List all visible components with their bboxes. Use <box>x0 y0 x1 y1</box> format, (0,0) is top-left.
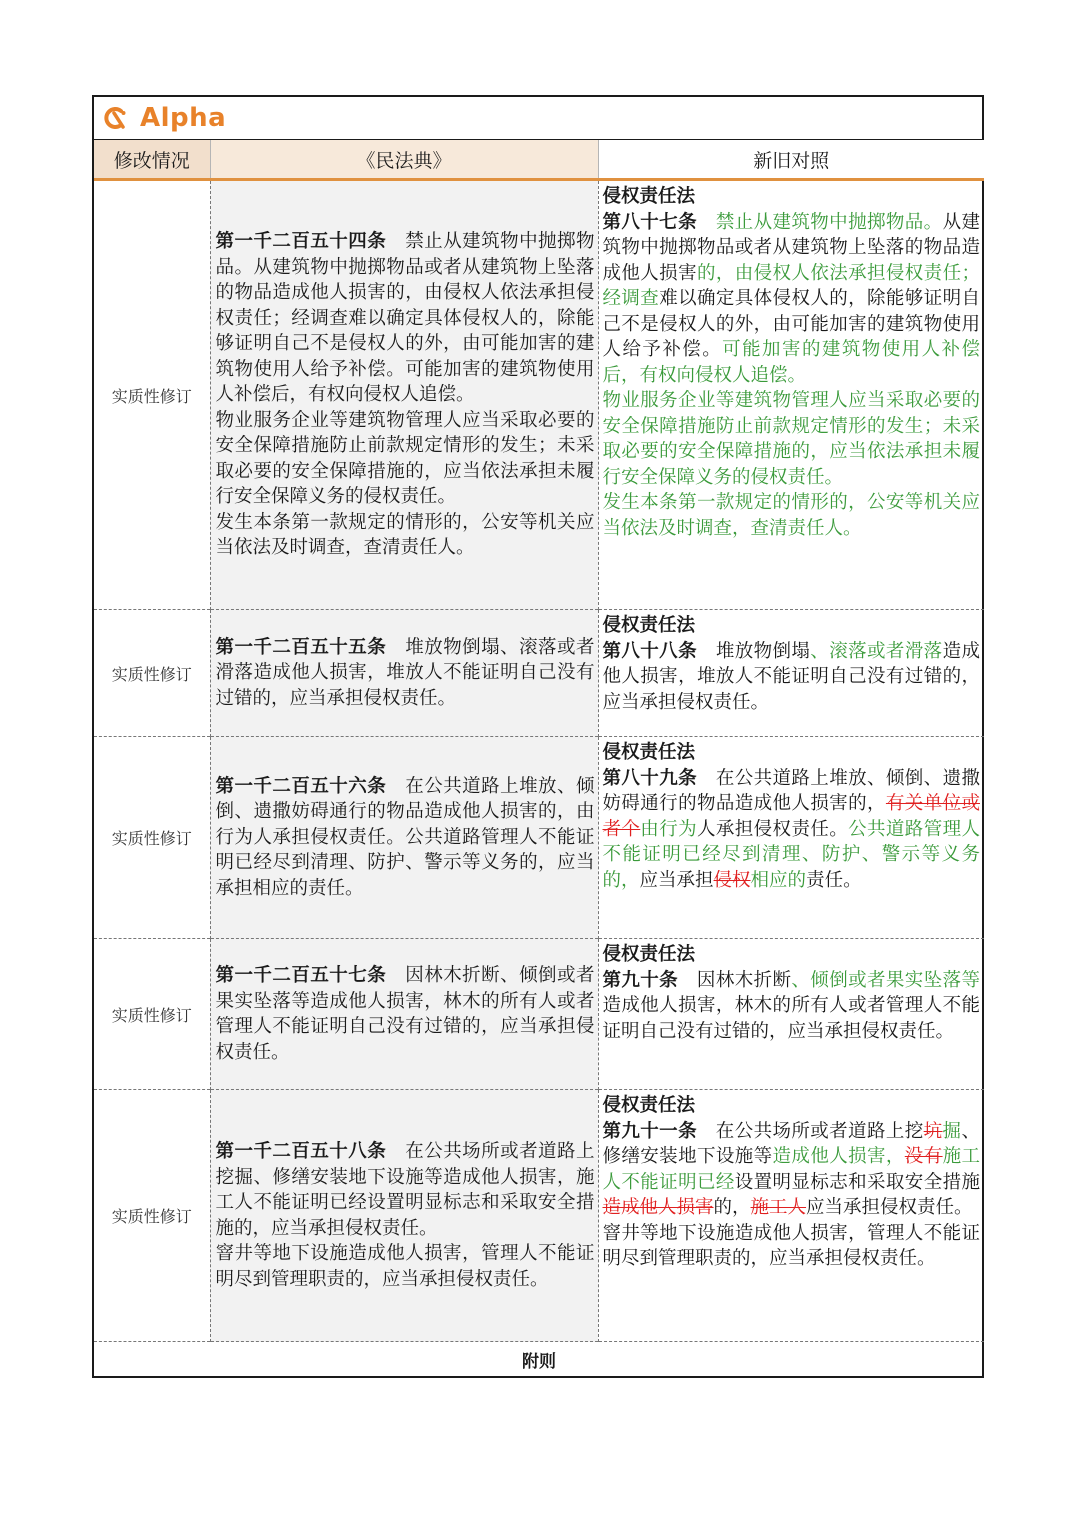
deleted-text: 施工人 <box>750 1197 807 1218</box>
unchanged-text: 的， <box>713 1197 751 1218</box>
unchanged-text: 设置明显标志和采取安全措施 <box>734 1171 980 1193</box>
unchanged-text: 造成他人损害，堆放人不能证明自己没有过错的，应当承担侵权责任。 <box>602 640 980 713</box>
unchanged-text: 难以确定具体侵权人的，除能够证明自己不是侵权人的外，由可能加害的建筑物使用人给予补偿。 <box>602 288 980 360</box>
comparison-sheet <box>92 95 984 1378</box>
unchanged-text: 在公共场所或者道路上挖 <box>715 1120 924 1142</box>
deleted-text: 侵权 <box>713 869 751 891</box>
civil-article-number: 第一千二百五十六条 <box>215 775 387 797</box>
deleted-text: 造成他人损害 <box>602 1197 714 1218</box>
old-article-number: 第九十一条 <box>602 1120 697 1142</box>
added-text: 、倾倒或者果实坠落等 <box>791 969 980 991</box>
civil-code-cell <box>210 1090 598 1342</box>
civil-paragraph: 发生本条第一款规定的情形的，公安等机关应当依法及时调查，查清责任人。 <box>215 511 595 559</box>
table-row <box>94 610 984 737</box>
added-text: 相应的 <box>750 869 807 891</box>
old-law-name: 侵权责任法 <box>602 615 696 636</box>
added-text: 的，由侵权人依法承担侵权责任；经调查 <box>602 262 980 309</box>
unchanged-text: 责任。 <box>806 869 862 891</box>
table-row <box>94 180 984 610</box>
unchanged-text: 窨井等地下设施造成他人损害，管理人不能证明尽到管理职责的，应当承担侵权责任。 <box>602 1222 980 1269</box>
civil-paragraph: 物业服务企业等建筑物管理人应当采取必要的安全保障措施防止前款规定情形的发生；未采取必要的安全保障措施的，应当依法承担未履行安全保障义务的侵权责任。 <box>215 409 595 508</box>
unchanged-text: 应当承担侵权责任。 <box>806 1197 973 1218</box>
civil-paragraph: 在公共场所或者道路上挖掘、修缮安装地下设施等造成他人损害，施工人不能证明已经设置明显标志和采取安全措施的，应当承担侵权责任。 <box>215 1141 595 1239</box>
old-law-cell <box>598 1090 984 1342</box>
civil-code-cell <box>210 939 598 1090</box>
old-article-number: 第八十九条 <box>602 767 697 789</box>
old-law-cell <box>598 939 984 1090</box>
row-category: 实质性修订 <box>111 386 192 406</box>
unchanged-text: 人承担侵权责任。 <box>696 818 849 840</box>
header-category: 修改情况 <box>94 140 210 180</box>
added-text: 由行为 <box>640 818 697 840</box>
unchanged-text: 从建筑物中抛掷物品或者从建筑物上坠落的物品造成他人损害 <box>602 211 980 284</box>
row-category: 实质性修订 <box>111 829 192 848</box>
added-text: 掘 <box>942 1120 962 1142</box>
added-text: 、滚落或者滑落 <box>810 640 943 662</box>
table-row <box>94 1090 984 1342</box>
old-article-number: 第八十七条 <box>602 211 697 233</box>
old-law-cell <box>598 180 984 610</box>
unchanged-text: 应当承担 <box>639 869 714 891</box>
unchanged-text: 因林木折断 <box>696 969 792 991</box>
brand-name: Alpha <box>140 103 227 133</box>
unchanged-text: 堆放物倒塌 <box>715 640 811 662</box>
added-text: 施工人不能证明已经 <box>602 1146 980 1193</box>
header-comparison: 新旧对照 <box>598 140 984 180</box>
table-row <box>94 737 984 939</box>
deleted-text: 有关单位或者个 <box>602 793 980 840</box>
civil-code-cell <box>210 180 598 610</box>
section-footer-label: 附则 <box>522 1351 556 1372</box>
section-footer-row <box>94 1342 984 1377</box>
old-article-number: 第九十条 <box>602 969 679 991</box>
civil-code-cell <box>210 610 598 737</box>
civil-article-number: 第一千二百五十八条 <box>215 1141 387 1162</box>
row-category: 实质性修订 <box>111 664 192 684</box>
deleted-text: 坑 <box>923 1120 943 1142</box>
table-header-row <box>94 140 984 180</box>
unchanged-text: 、修缮安装地下设施等 <box>602 1120 980 1167</box>
civil-paragraph: 堆放物倒塌、滚落或者滑落造成他人损害，堆放人不能证明自己没有过错的，应当承担侵权责任。 <box>215 636 595 709</box>
old-law-name: 侵权责任法 <box>602 742 696 763</box>
old-law-cell <box>598 737 984 939</box>
civil-paragraph: 窨井等地下设施造成他人损害，管理人不能证明尽到管理职责的，应当承担侵权责任。 <box>215 1243 595 1290</box>
added-text: 物业服务企业等建筑物管理人应当采取必要的安全保障措施防止前款规定情形的发生；未采取必要的安全保障措施的，应当依法承担未履行安全保障义务的侵权责任。 <box>602 390 980 488</box>
deleted-text: 没有 <box>904 1146 943 1167</box>
old-law-name: 侵权责任法 <box>602 1095 696 1116</box>
added-text: 禁止从建筑物中抛掷物品。 <box>715 211 943 233</box>
old-law-name: 侵权责任法 <box>602 944 696 965</box>
added-text: 可能加害的建筑物使用人补偿后，有权向侵权人追偿。 <box>602 339 980 386</box>
old-law-cell <box>598 610 984 737</box>
civil-article-number: 第一千二百五十四条 <box>215 231 387 253</box>
logo-bar <box>94 97 982 140</box>
civil-paragraph: 禁止从建筑物中抛掷物品。从建筑物中抛掷物品或者从建筑物上坠落的物品造成他人损害的，由侵权人依法承担侵权责任；经调查难以确定具体侵权人的，除能够证明自己不是侵权人的外，由可能加害的建筑物使用人给予补偿。可能加害的建筑物使用人补偿后，有权向侵权人追偿。 <box>215 231 595 406</box>
table-row <box>94 939 984 1090</box>
unchanged-text: 造成他人损害，林木的所有人或者管理人不能证明自己没有过错的，应当承担侵权责任。 <box>602 995 980 1042</box>
old-law-name: 侵权责任法 <box>602 186 696 207</box>
civil-paragraph: 在公共道路上堆放、倾倒、遗撒妨碍通行的物品造成他人损害的，由行为人承担侵权责任。公共道路管理人不能证明已经尽到清理、防护、警示等义务的，应当承担相应的责任。 <box>215 775 595 899</box>
added-text: 发生本条第一款规定的情形的，公安等机关应当依法及时调查，查清责任人。 <box>602 492 980 539</box>
alpha-logo-icon <box>102 105 128 131</box>
row-category: 实质性修订 <box>111 1207 192 1226</box>
unchanged-text: 在公共道路上堆放、倾倒、遗撒妨碍通行的物品造成他人损害的， <box>602 767 980 814</box>
civil-article-number: 第一千二百五十五条 <box>215 636 387 658</box>
civil-code-cell <box>210 737 598 939</box>
civil-paragraph: 因林木折断、倾倒或者果实坠落等造成他人损害，林木的所有人或者管理人不能证明自己没有过错的，应当承担侵权责任。 <box>215 965 595 1063</box>
added-text: 造成他人损害， <box>772 1146 905 1167</box>
civil-article-number: 第一千二百五十七条 <box>215 965 387 986</box>
comparison-table <box>94 140 984 1376</box>
old-article-number: 第八十八条 <box>602 640 697 662</box>
added-text: 公共道路管理人不能证明已经尽到清理、防护、警示等义务的， <box>602 818 980 891</box>
header-civil-code: 《民法典》 <box>210 140 598 180</box>
row-category: 实质性修订 <box>111 1005 192 1025</box>
